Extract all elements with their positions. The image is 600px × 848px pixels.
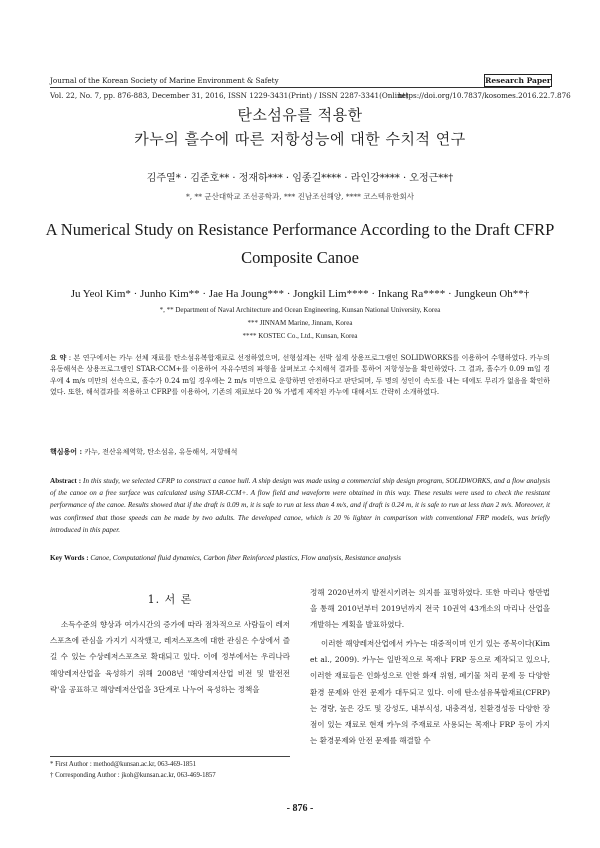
english-abstract-text: In this study, we selected CFRP to construct a canoe hull. A ship design was made using a commercial ship design program, SOLIDWORKS, and a flow analysis of the canoe on a free surface was calculated using STAR-CCM+. A flow field and waveform were obtained in this way. These results were used to check the resistant performance of the canoe. Results showed that if the draft is 0.09 m, it is safe to run at less than 4 m/s, and if draft is 0.24 m, it is safe to run at less than 2 m/s. Moreover, it was confirmed that those speeds can be made by two adults. The developed canoe, which is 20 % lighter in comparison with conventional FRP models, was briefly introduced in this paper. (50, 477, 550, 534)
english-abstract (50, 475, 550, 536)
intro-right-paragraph-2: 이러한 해양레저산업에서 카누는 대중적이며 인기 있는 종목이다(Kim et al., 2009). 카누는 일반적으로 목재나 FRP 등으로 제작되고 있으나, 이러한 재료들은 인화성으로 인한 화재 위험, 폐기물 처리 문제 등 다양한 환경 문제와 안전 문제가 대두되고 있다. 이에 탄소섬유복합재료(CFRP)는 경량, 높은 강도 및 강성도, 내부식성, 내충격성, 친환경성등 다양한 장점이 있는 재료로 현재 카누의 주재료로 사용되는 목재나 FRP 등이 가지는 환경문제와 안전 문제를 해결할 수 (310, 639, 550, 746)
volume-info: Vol. 22, No. 7, pp. 876-883, December 31, 2016, ISSN 1229-3431(Print) / ISSN 2287-3341(Online) (50, 91, 409, 100)
page-number: - 876 - (286, 803, 314, 814)
english-keywords (50, 553, 550, 564)
article-type-badge: Research Paper (485, 76, 551, 85)
korean-keywords-text: 카누, 전산유체역학, 탄소섬유, 유동해석, 저항해석 (84, 448, 238, 456)
first-author-footnote: * First Author : method@kunsan.ac.kr, 063-469-1851 (50, 761, 197, 768)
intro-left-paragraph: 소득수준의 향상과 여가시간의 증가에 따라 점차적으로 사람들이 레저스포츠에 관심을 가지기 시작했고, 레저스포츠에 대한 관심은 수상에서 즐길 수 있는 수상레저스포츠로 확대되고 있다. 이에 정부에서는 우리나라 해양레저산업을 육성하기 위해 2008년 '해양레저산업 비전 및 발전전략'을 공표하고 해양레저산업을 3단계로 나누어 육성하는 정책을 (50, 620, 290, 694)
korean-title-line2: 카누의 흘수에 따른 저항성능에 대한 수치적 연구 (134, 130, 466, 148)
english-affiliation-1: *, ** Department of Naval Architecture and Ocean Engineering, Kunsan National University, Korea (159, 306, 441, 314)
korean-affiliation: *, ** 군산대학교 조선공학과, *** 진남조선해양, **** 코스텍유한회사 (186, 192, 414, 201)
english-title-line1: A Numerical Study on Resistance Performance According to the Draft CFRP (45, 220, 555, 239)
footnote-rule (50, 756, 290, 757)
korean-title-line1: 탄소섬유를 적용한 (237, 106, 363, 124)
english-keywords-label: Key Words : (50, 554, 89, 562)
english-authors: Ju Yeol Kim* · Junho Kim** · Jae Ha Joung*** · Jongkil Lim**** · Inkang Ra**** · Jungkeun Oh**† (70, 288, 530, 300)
korean-keywords-label: 핵심용어 : (50, 447, 83, 456)
korean-abstract-label: 요 약 (50, 353, 67, 362)
korean-keywords (50, 446, 550, 458)
journal-name: Journal of the Korean Society of Marine Environment & Safety (50, 76, 279, 85)
corresponding-author-footnote: † Corresponding Author : jkoh@kunsan.ac.kr, 063-469-1857 (50, 772, 216, 779)
korean-authors: 김주열* · 김준호** · 정재하*** · 임종길**** · 라인강**** · 오정근**† (146, 173, 454, 184)
header-rule (50, 87, 550, 88)
english-keywords-text: Canoe, Computational fluid dynamics, Carbon fiber Reinforced plastics, Flow analysis, Resistance analysis (90, 554, 401, 562)
korean-abstract-text: : 본 연구에서는 카누 선체 재료를 탄소섬유복합재료로 선정하였으며, 선형설계는 선박 설계 상용프로그램인 SOLIDWORKS를 이용하여 수행하였다. 카누의 유동해석은 상용프로그램인 STAR-CCM+를 이용하여 자유수면의 파형을 살펴보고 수치해석 결과를 통하여 저항성능을 확인하였다. 그 결과, 흘수가 0.09 m일 경우에 4 m/s 미만의 선속으로, 흘수가 0.24 m일 경우에는 2 m/s 미만으로 운항하면 안전하다고 판단되며, 두 명의 성인이 속도를 내는 데에도 무리가 없음을 확인하였다. 또한, 해석결과를 적용하고 CFRP를 이용하여, 기존의 재료보다 20 % 가볍게 제작된 카누에 대해서도 간략히 소개하였다. (50, 354, 550, 397)
english-affiliation-3: **** KOSTEC Co., Ltd., Kunsan, Korea (242, 332, 358, 340)
doi-link[interactable]: https://doi.org/10.7837/kosomes.2016.22.7.876 (398, 91, 571, 100)
section-heading-introduction: 1. 서 론 (147, 593, 193, 606)
english-abstract-label: Abstract : (50, 477, 82, 485)
korean-abstract (50, 352, 550, 399)
english-title-line2: Composite Canoe (241, 248, 359, 267)
english-affiliation-2: *** JINNAM Marine, Jinnam, Korea (247, 319, 353, 327)
intro-right-paragraph-1: 정해 2020년까지 발전시키려는 의지를 표명하였다. 또한 마리나 항만법을 통해 2010년부터 2019년까지 전국 10권역 43개소의 마리나 산업을 개발하는 계획을 발표하였다. (310, 588, 550, 630)
